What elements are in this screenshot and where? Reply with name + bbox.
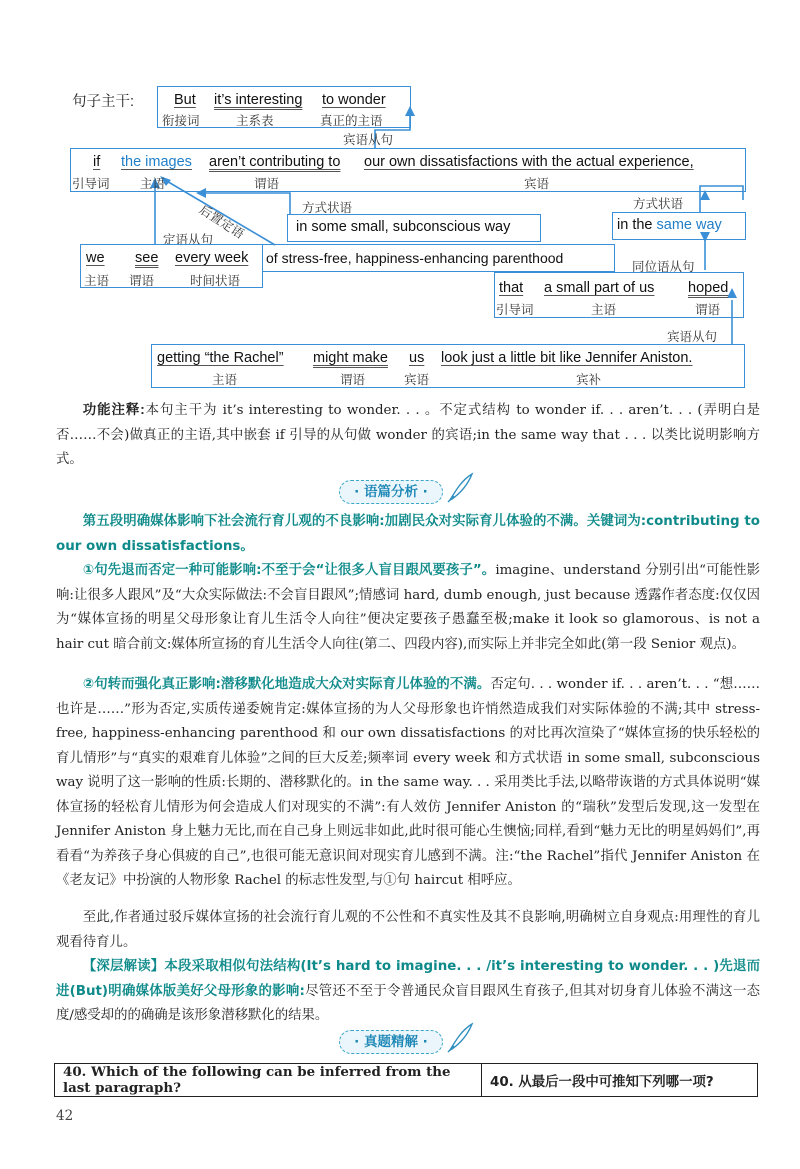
label-intro: 引导词: [72, 176, 110, 191]
word-its-interesting: it’s interesting: [214, 92, 303, 108]
label-pred-4: 谓语: [695, 302, 721, 317]
label-postpositive: 后置定语: [196, 201, 247, 242]
quill-icon: [446, 472, 474, 504]
question-en: 40. Which of the following can be inferred from the last paragraph?: [55, 1064, 482, 1097]
function-note: [56, 398, 760, 473]
deep-reading-head: 【深层解读】本段采取相似句法结构(It’s hard to imagine. . . /it’s interesting to wonder. . . )先退而进(But)明确媒体版美好父母形象的影响:: [56, 959, 760, 999]
point-1-head: ①句先退而否定一种可能影响:不至于会“让很多人盲目跟风要孩子”。: [82, 563, 496, 578]
main-clause-label: 句子主干:: [72, 94, 135, 110]
label-obj-clause-2: 宾语从句: [667, 329, 718, 344]
question-cn: 40. 从最后一段中可推知下列哪一项?: [482, 1064, 758, 1097]
point-2-body: 否定句. . . wonder if. . . aren’t. . . “想……也许是……”形为否定,实质传递委婉肯定:媒体宣扬的为人父母形象也许悄然造成我们对实际体验的不满;其中 stress-free, happiness-enhancing parenthood 和 our own dissatisfactions 的对比再次渲染了“媒体宣扬的快乐轻松的育儿情形”与“真实的艰难育儿体验”之间的巨大反差;频率词 every week 和方式状语 in some small, subconscious way 说明了这一影响的性质:长期的、潜移默化的。in the same way. . . 采用类比手法,以略带诙谐的方式具体说明“媒体宣扬的轻松育儿情形为何会造成人们对现实的不满”:有人效仿 Jennifer Aniston 的“瑞秋”发型后发现,这一发型在 Jennifer Aniston 身上魅力无比,而在自己身上则远非如此,此时很可能心生懊恼;同样,看到“魅力无比的明星妈妈们”,再看看“为养孩子身心俱疲的自己”,也很可能无意识间对现实育儿感到不满。注:“the Rachel”指代 Jennifer Aniston 在《老友记》中扮演的人物形象 Rachel 的标志性发型,与①句 haircut 相呼应。: [56, 677, 760, 888]
label-subj-4: 主语: [591, 302, 617, 317]
label-obj-2: 宾语: [524, 176, 550, 191]
section-badge-exam: · 真题精解 ·: [339, 1030, 443, 1054]
label-intro-4: 引导词: [496, 302, 534, 317]
label-obj-clause-1: 宾语从句: [343, 132, 394, 147]
word-getting-the-rachel: getting “the Rachel”: [157, 350, 284, 366]
analysis-point-1: [56, 559, 760, 657]
phrase-in-the: in the: [617, 217, 653, 233]
label-pred-2: 谓语: [254, 176, 280, 191]
label-main: 主系表: [236, 113, 274, 128]
point-2-head: ②句转而强化真正影响:潜移默化地造成大众对实际育儿体验的不满。: [82, 677, 491, 692]
question-table: [54, 1063, 758, 1097]
word-a-small-part: a small part of us: [544, 280, 655, 296]
label-attrib-clause: 定语从句: [163, 232, 214, 247]
quill-icon-2: [446, 1022, 474, 1054]
label-manner-2: 方式状语: [633, 196, 684, 211]
label-subj-2: 主语: [140, 176, 166, 191]
function-note-head: 功能注释:: [82, 402, 145, 417]
page-number: 42: [56, 1108, 74, 1124]
label-comp-5: 宾补: [576, 372, 602, 387]
word-us: us: [409, 350, 425, 366]
label-manner-1: 方式状语: [302, 200, 353, 215]
label-pred-5: 谓语: [340, 372, 366, 387]
label-subj-5: 主语: [212, 372, 238, 387]
word-if: if: [93, 154, 101, 170]
word-to-wonder: to wonder: [322, 92, 386, 108]
deep-reading: [56, 955, 760, 1029]
function-note-text: 本句主干为 it’s interesting to wonder. . . 。不定式结构 to wonder if. . . aren’t. . . (弄明白是否……不会)做真正的主语,其中嵌套 if 引导的从句做 wonder 的宾语;in the same way that . . . 以类比说明影响方式。: [56, 403, 760, 467]
label-time-adv: 时间状语: [190, 273, 241, 288]
word-the-images: the images: [121, 154, 192, 170]
phrase-in-the-same-way: [617, 217, 722, 233]
word-that: that: [499, 280, 524, 296]
deep-reading-body: 尽管还不至于令普通民众盲目跟风生育孩子,但其对切身育儿体验不满这一态度/感受却的的确确是该形象潜移默化的结果。: [56, 983, 760, 1023]
label-obj-5: 宾语: [404, 372, 430, 387]
word-hoped: hoped: [688, 280, 729, 296]
table-row: [55, 1064, 758, 1097]
phrase-in-some-small: in some small, subconscious way: [296, 219, 511, 235]
label-conj: 衔接词: [162, 113, 200, 128]
word-arent-contributing: aren’t contributing to: [209, 154, 341, 170]
word-we: we: [86, 250, 105, 266]
section-badge-analysis: · 语篇分析 ·: [339, 480, 443, 504]
label-pred-3: 谓语: [129, 273, 155, 288]
phrase-same-way: same way: [656, 217, 722, 233]
label-appositive: 同位语从句: [632, 259, 695, 274]
word-but: But: [174, 92, 196, 108]
analysis-summary: 第五段明确媒体影响下社会流行育儿观的不良影响:加剧民众对实际育儿体验的不满。关键词为:contributing to our own dissatisfactions。: [56, 514, 760, 554]
point-1-body: imagine、understand 分别引出“可能性影响:让很多人跟风”及“大众实际做法:不会盲目跟风”;情感词 hard, dumb enough, just because 透露作者态度:仅仅因为“媒体宣扬的明星父母形象让育儿生活令人向往”便决定要孩子愚蠢至极;make it look so glamorous、is not a hair cut 暗合前文:媒体所宣扬的育儿生活令人向往(第二、四段内容),而实际上并非完全如此(第一段 Senior 观点)。: [56, 563, 761, 652]
analysis-conclusion: 至此,作者通过驳斥媒体宣扬的社会流行育儿观的不公性和不真实性及其不良影响,明确树立自身观点:用理性的育儿观看待育儿。: [56, 910, 760, 950]
analysis-point-2: [56, 673, 760, 894]
word-every-week: every week: [175, 250, 249, 266]
word-might-make: might make: [313, 350, 388, 366]
word-our-own: our own dissatisfactions with the actual experience,: [364, 154, 694, 170]
label-subj-3: 主语: [84, 273, 110, 288]
word-see: see: [135, 250, 159, 266]
phrase-of-stress-free: of stress-free, happiness-enhancing parenthood: [266, 250, 564, 266]
word-look-just: look just a little bit like Jennifer Aniston.: [441, 350, 693, 366]
label-real-subj: 真正的主语: [320, 113, 383, 128]
